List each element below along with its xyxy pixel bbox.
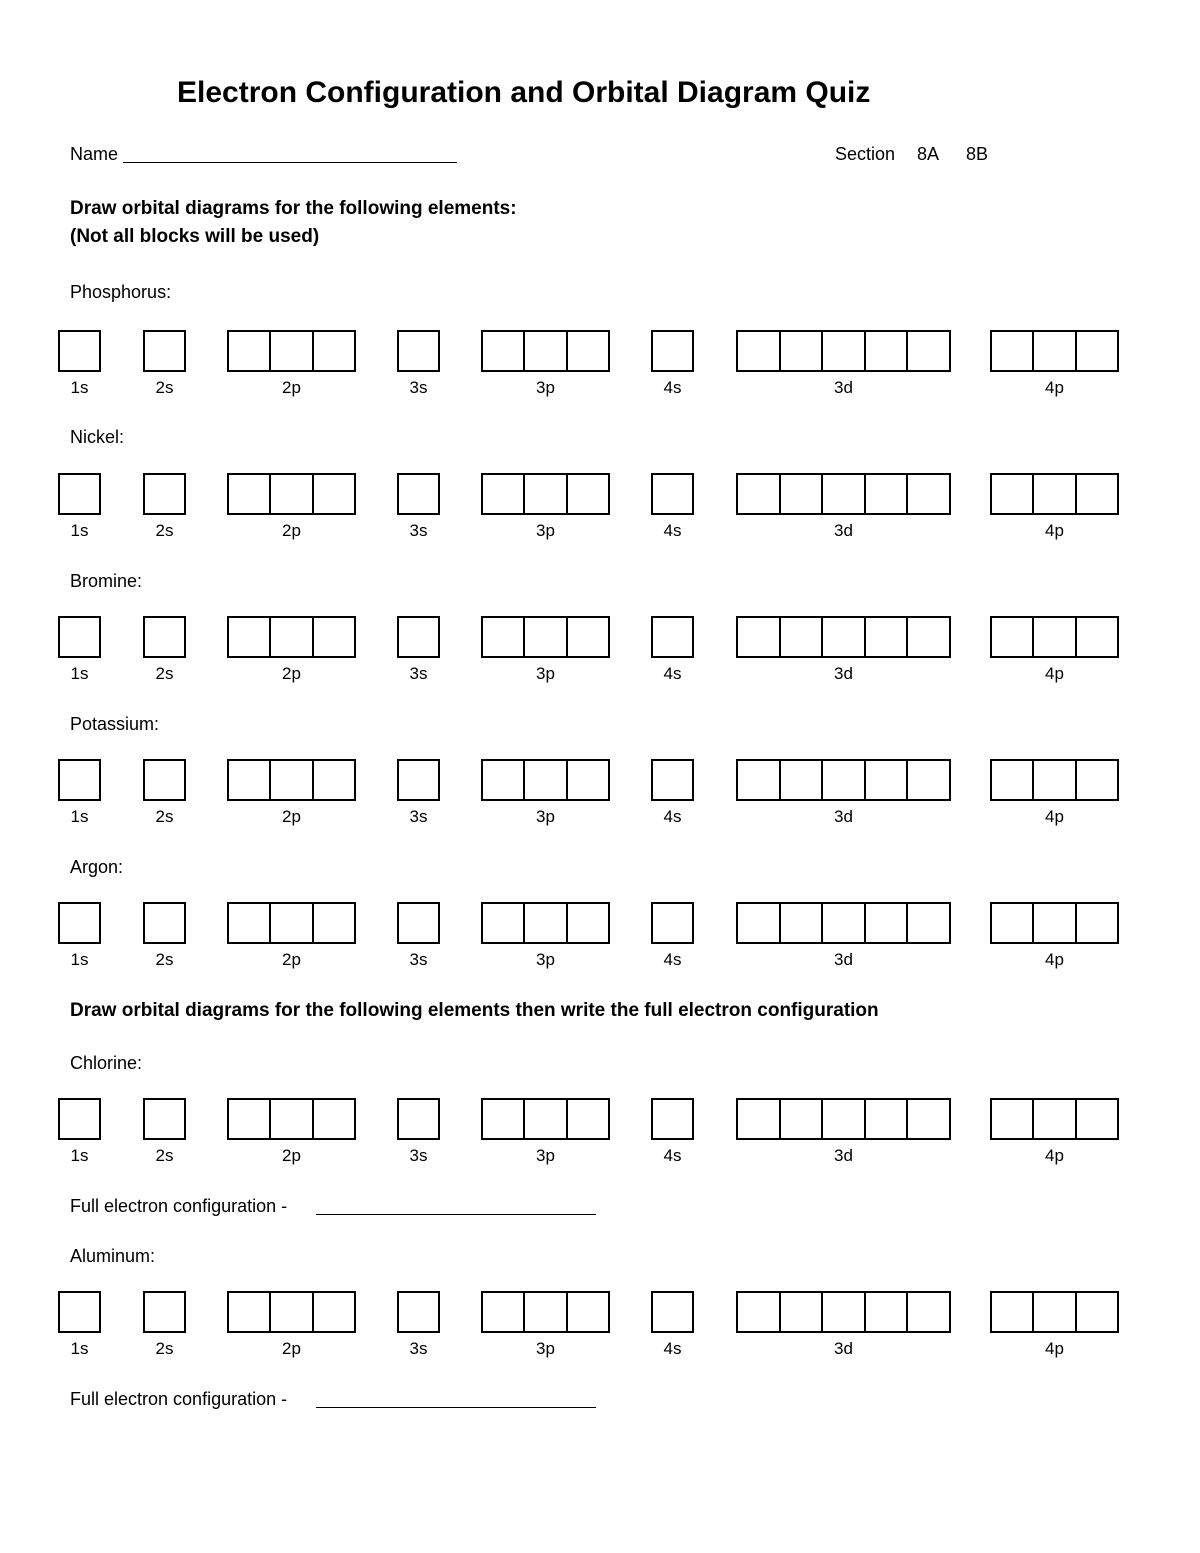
sublevel-label-3p: 3p <box>536 664 555 683</box>
orbital-group-3s <box>397 902 440 944</box>
sublevel-label-2p: 2p <box>282 1339 301 1358</box>
orbital-box[interactable] <box>1077 1293 1117 1331</box>
part1-note: (Not all blocks will be used) <box>70 226 320 247</box>
orbital-box[interactable] <box>568 1100 608 1138</box>
orbital-box[interactable] <box>525 761 567 799</box>
orbital-group-1s <box>58 473 101 515</box>
orbital-group-3s <box>397 759 440 801</box>
element-label-bromine: Bromine: <box>70 571 143 591</box>
sublevel-label-4s: 4s <box>663 378 682 397</box>
sublevel-label-1s: 1s <box>70 950 89 969</box>
sublevel-label-2s: 2s <box>155 1339 174 1358</box>
orbital-box[interactable] <box>145 1293 184 1331</box>
sublevel-label-2s: 2s <box>155 950 174 969</box>
orbital-box[interactable] <box>781 1100 824 1138</box>
orbital-box[interactable] <box>145 904 184 942</box>
orbital-group-4p <box>990 1291 1119 1333</box>
sublevel-label-3s: 3s <box>409 521 428 540</box>
orbital-box[interactable] <box>781 332 824 370</box>
orbital-group-2s <box>143 616 186 658</box>
name-field[interactable] <box>123 162 457 163</box>
orbital-box[interactable] <box>738 761 781 799</box>
orbital-box[interactable] <box>1077 618 1117 656</box>
orbital-box[interactable] <box>781 904 824 942</box>
orbital-box[interactable] <box>271 761 313 799</box>
orbital-group-3p <box>481 1098 610 1140</box>
orbital-box[interactable] <box>781 618 824 656</box>
sublevel-label-2p: 2p <box>282 950 301 969</box>
orbital-row-bromine <box>0 616 1200 662</box>
sublevel-label-3p: 3p <box>536 521 555 540</box>
sublevel-labels-phosphorus <box>0 378 1200 400</box>
orbital-box[interactable] <box>781 761 824 799</box>
orbital-box[interactable] <box>229 475 271 513</box>
orbital-box[interactable] <box>908 1100 949 1138</box>
orbital-box[interactable] <box>738 618 781 656</box>
orbital-box[interactable] <box>314 332 354 370</box>
orbital-box[interactable] <box>823 1100 866 1138</box>
orbital-box[interactable] <box>229 904 271 942</box>
orbital-box[interactable] <box>866 1293 909 1331</box>
orbital-group-3p <box>481 759 610 801</box>
orbital-group-2p <box>227 473 356 515</box>
section-option-8a[interactable]: 8A <box>917 144 940 164</box>
orbital-row-argon <box>0 902 1200 948</box>
orbital-box[interactable] <box>229 1100 271 1138</box>
orbital-group-4s <box>651 759 694 801</box>
config-label-chlorine: Full electron configuration - <box>70 1196 288 1216</box>
orbital-box[interactable] <box>738 475 781 513</box>
orbital-box[interactable] <box>823 618 866 656</box>
orbital-group-3d <box>736 902 951 944</box>
element-label-phosphorus: Phosphorus: <box>70 282 172 302</box>
sublevel-label-3s: 3s <box>409 1339 428 1358</box>
sublevel-label-4p: 4p <box>1045 1339 1064 1358</box>
orbital-box[interactable] <box>908 1293 949 1331</box>
orbital-group-4p <box>990 759 1119 801</box>
orbital-group-3s <box>397 330 440 372</box>
part1-instruction: Draw orbital diagrams for the following elements: <box>70 198 517 219</box>
sublevel-label-2s: 2s <box>155 807 174 826</box>
sublevel-label-3d: 3d <box>834 521 853 540</box>
sublevel-label-3p: 3p <box>536 1146 555 1165</box>
sublevel-label-4s: 4s <box>663 521 682 540</box>
orbital-box[interactable] <box>483 761 525 799</box>
orbital-group-4p <box>990 616 1119 658</box>
orbital-box[interactable] <box>781 475 824 513</box>
orbital-group-2p <box>227 1098 356 1140</box>
page-title: Electron Configuration and Orbital Diagram Quiz <box>177 76 871 109</box>
orbital-group-1s <box>58 1098 101 1140</box>
sublevel-label-4s: 4s <box>663 1339 682 1358</box>
orbital-group-3d <box>736 1098 951 1140</box>
orbital-box[interactable] <box>823 761 866 799</box>
orbital-box[interactable] <box>1077 1100 1117 1138</box>
orbital-box[interactable] <box>1077 904 1117 942</box>
orbital-box[interactable] <box>992 761 1034 799</box>
orbital-box[interactable] <box>145 475 184 513</box>
sublevel-label-2p: 2p <box>282 521 301 540</box>
orbital-group-3d <box>736 1291 951 1333</box>
sublevel-label-3d: 3d <box>834 950 853 969</box>
sublevel-label-1s: 1s <box>70 1146 89 1165</box>
orbital-box[interactable] <box>568 618 608 656</box>
orbital-group-1s <box>58 902 101 944</box>
orbital-group-3p <box>481 616 610 658</box>
orbital-box[interactable] <box>145 761 184 799</box>
sublevel-labels-argon <box>0 950 1200 972</box>
orbital-box[interactable] <box>568 761 608 799</box>
orbital-box[interactable] <box>314 618 354 656</box>
sublevel-labels-bromine <box>0 664 1200 686</box>
orbital-box[interactable] <box>653 1293 692 1331</box>
orbital-box[interactable] <box>399 1293 438 1331</box>
orbital-group-3d <box>736 473 951 515</box>
orbital-box[interactable] <box>229 332 271 370</box>
orbital-box[interactable] <box>483 1293 525 1331</box>
sublevel-label-2s: 2s <box>155 664 174 683</box>
orbital-box[interactable] <box>314 475 354 513</box>
orbital-box[interactable] <box>271 1100 313 1138</box>
orbital-box[interactable] <box>866 332 909 370</box>
orbital-box[interactable] <box>399 761 438 799</box>
orbital-box[interactable] <box>653 475 692 513</box>
orbital-group-3s <box>397 1098 440 1140</box>
sublevel-label-1s: 1s <box>70 378 89 397</box>
config-field-chlorine[interactable] <box>316 1214 596 1215</box>
orbital-box[interactable] <box>525 332 567 370</box>
orbital-box[interactable] <box>738 904 781 942</box>
orbital-group-4p <box>990 1098 1119 1140</box>
orbital-group-3p <box>481 330 610 372</box>
orbital-group-4s <box>651 473 694 515</box>
orbital-group-3d <box>736 759 951 801</box>
sublevel-label-3d: 3d <box>834 807 853 826</box>
sublevel-label-2p: 2p <box>282 807 301 826</box>
orbital-box[interactable] <box>145 1100 184 1138</box>
sublevel-label-3s: 3s <box>409 1146 428 1165</box>
orbital-row-aluminum <box>0 1291 1200 1337</box>
sublevel-label-4s: 4s <box>663 1146 682 1165</box>
section-option-8b[interactable]: 8B <box>966 144 989 164</box>
element-label-chlorine: Chlorine: <box>70 1053 143 1073</box>
sublevel-label-4s: 4s <box>663 950 682 969</box>
orbital-box[interactable] <box>483 618 525 656</box>
part2-instruction: Draw orbital diagrams for the following elements then write the full electron configuration <box>70 1000 879 1021</box>
orbital-box[interactable] <box>60 618 99 656</box>
orbital-box[interactable] <box>1077 475 1117 513</box>
orbital-box[interactable] <box>399 332 438 370</box>
orbital-group-4p <box>990 330 1119 372</box>
sublevel-label-3p: 3p <box>536 1339 555 1358</box>
sublevel-label-4s: 4s <box>663 807 682 826</box>
sublevel-label-4p: 4p <box>1045 664 1064 683</box>
orbital-group-1s <box>58 1291 101 1333</box>
section-label: Section <box>835 144 896 164</box>
orbital-group-2p <box>227 616 356 658</box>
sublevel-label-2s: 2s <box>155 521 174 540</box>
sublevel-label-3s: 3s <box>409 664 428 683</box>
orbital-box[interactable] <box>271 475 313 513</box>
orbital-row-phosphorus <box>0 330 1200 376</box>
orbital-box[interactable] <box>992 1100 1034 1138</box>
orbital-box[interactable] <box>653 1100 692 1138</box>
orbital-box[interactable] <box>1034 761 1076 799</box>
orbital-box[interactable] <box>568 475 608 513</box>
orbital-box[interactable] <box>1034 618 1076 656</box>
orbital-group-2p <box>227 1291 356 1333</box>
orbital-box[interactable] <box>399 618 438 656</box>
sublevel-label-3d: 3d <box>834 1339 853 1358</box>
orbital-box[interactable] <box>229 761 271 799</box>
orbital-box[interactable] <box>823 1293 866 1331</box>
config-field-aluminum[interactable] <box>316 1407 596 1408</box>
sublevel-label-3d: 3d <box>834 664 853 683</box>
orbital-box[interactable] <box>314 1293 354 1331</box>
orbital-group-3p <box>481 902 610 944</box>
orbital-box[interactable] <box>653 761 692 799</box>
orbital-box[interactable] <box>866 475 909 513</box>
name-label: Name <box>70 144 119 164</box>
sublevel-label-4s: 4s <box>663 664 682 683</box>
orbital-box[interactable] <box>653 332 692 370</box>
sublevel-labels-aluminum <box>0 1339 1200 1361</box>
orbital-box[interactable] <box>399 1100 438 1138</box>
orbital-group-3s <box>397 1291 440 1333</box>
orbital-box[interactable] <box>145 618 184 656</box>
orbital-box[interactable] <box>483 904 525 942</box>
orbital-box[interactable] <box>568 1293 608 1331</box>
orbital-box[interactable] <box>60 904 99 942</box>
orbital-row-nickel <box>0 473 1200 519</box>
orbital-box[interactable] <box>738 332 781 370</box>
sublevel-label-3s: 3s <box>409 378 428 397</box>
orbital-group-3p <box>481 1291 610 1333</box>
orbital-box[interactable] <box>653 904 692 942</box>
orbital-box[interactable] <box>992 332 1034 370</box>
sublevel-label-2p: 2p <box>282 378 301 397</box>
orbital-box[interactable] <box>823 904 866 942</box>
orbital-box[interactable] <box>992 904 1034 942</box>
sublevel-label-4p: 4p <box>1045 950 1064 969</box>
orbital-row-potassium <box>0 759 1200 805</box>
orbital-box[interactable] <box>866 618 909 656</box>
orbital-box[interactable] <box>908 904 949 942</box>
orbital-box[interactable] <box>314 1100 354 1138</box>
orbital-group-2s <box>143 330 186 372</box>
orbital-box[interactable] <box>1034 332 1076 370</box>
sublevel-label-3p: 3p <box>536 950 555 969</box>
orbital-box[interactable] <box>271 618 313 656</box>
orbital-box[interactable] <box>60 332 99 370</box>
orbital-group-4s <box>651 1098 694 1140</box>
sublevel-label-1s: 1s <box>70 807 89 826</box>
orbital-box[interactable] <box>271 904 313 942</box>
orbital-box[interactable] <box>525 1100 567 1138</box>
orbital-group-1s <box>58 330 101 372</box>
sublevel-label-1s: 1s <box>70 664 89 683</box>
element-label-potassium: Potassium: <box>70 714 160 734</box>
orbital-row-chlorine <box>0 1098 1200 1144</box>
orbital-box[interactable] <box>525 475 567 513</box>
sublevel-labels-potassium <box>0 807 1200 829</box>
sublevel-label-3s: 3s <box>409 950 428 969</box>
orbital-box[interactable] <box>908 332 949 370</box>
sublevel-label-3d: 3d <box>834 1146 853 1165</box>
element-label-aluminum: Aluminum: <box>70 1246 156 1266</box>
element-label-argon: Argon: <box>70 857 124 877</box>
orbital-box[interactable] <box>823 332 866 370</box>
orbital-box[interactable] <box>314 761 354 799</box>
orbital-box[interactable] <box>483 1100 525 1138</box>
orbital-box[interactable] <box>1077 332 1117 370</box>
orbital-box[interactable] <box>1034 475 1076 513</box>
orbital-group-2p <box>227 759 356 801</box>
orbital-box[interactable] <box>314 904 354 942</box>
orbital-box[interactable] <box>866 1100 909 1138</box>
sublevel-label-2s: 2s <box>155 1146 174 1165</box>
orbital-box[interactable] <box>229 1293 271 1331</box>
orbital-box[interactable] <box>60 761 99 799</box>
orbital-box[interactable] <box>781 1293 824 1331</box>
orbital-box[interactable] <box>60 1100 99 1138</box>
orbital-group-4s <box>651 902 694 944</box>
orbital-group-4p <box>990 473 1119 515</box>
orbital-group-1s <box>58 616 101 658</box>
sublevel-labels-chlorine <box>0 1146 1200 1168</box>
sublevel-label-4p: 4p <box>1045 521 1064 540</box>
orbital-group-2p <box>227 902 356 944</box>
orbital-box[interactable] <box>1077 761 1117 799</box>
orbital-box[interactable] <box>1034 1100 1076 1138</box>
orbital-group-1s <box>58 759 101 801</box>
sublevel-label-4p: 4p <box>1045 807 1064 826</box>
orbital-box[interactable] <box>399 475 438 513</box>
element-label-nickel: Nickel: <box>70 427 125 447</box>
orbital-box[interactable] <box>738 1293 781 1331</box>
orbital-box[interactable] <box>568 904 608 942</box>
orbital-group-3d <box>736 616 951 658</box>
orbital-box[interactable] <box>823 475 866 513</box>
orbital-group-2s <box>143 1291 186 1333</box>
orbital-box[interactable] <box>483 332 525 370</box>
sublevel-label-3p: 3p <box>536 807 555 826</box>
orbital-box[interactable] <box>271 332 313 370</box>
orbital-box[interactable] <box>866 904 909 942</box>
orbital-group-2s <box>143 902 186 944</box>
sublevel-label-4p: 4p <box>1045 1146 1064 1165</box>
sublevel-label-1s: 1s <box>70 521 89 540</box>
orbital-group-4s <box>651 1291 694 1333</box>
orbital-box[interactable] <box>1034 904 1076 942</box>
sublevel-label-2p: 2p <box>282 1146 301 1165</box>
orbital-box[interactable] <box>525 618 567 656</box>
orbital-box[interactable] <box>992 475 1034 513</box>
orbital-box[interactable] <box>145 332 184 370</box>
sublevel-label-1s: 1s <box>70 1339 89 1358</box>
orbital-box[interactable] <box>908 475 949 513</box>
orbital-box[interactable] <box>1034 1293 1076 1331</box>
config-label-aluminum: Full electron configuration - <box>70 1389 288 1409</box>
orbital-group-4s <box>651 616 694 658</box>
orbital-group-2s <box>143 473 186 515</box>
orbital-box[interactable] <box>271 1293 313 1331</box>
orbital-box[interactable] <box>866 761 909 799</box>
sublevel-labels-nickel <box>0 521 1200 543</box>
orbital-box[interactable] <box>525 1293 567 1331</box>
orbital-box[interactable] <box>568 332 608 370</box>
orbital-group-2s <box>143 1098 186 1140</box>
orbital-box[interactable] <box>908 761 949 799</box>
orbital-box[interactable] <box>229 618 271 656</box>
orbital-group-3s <box>397 616 440 658</box>
orbital-box[interactable] <box>60 1293 99 1331</box>
sublevel-label-3s: 3s <box>409 807 428 826</box>
orbital-box[interactable] <box>483 475 525 513</box>
orbital-box[interactable] <box>525 904 567 942</box>
orbital-group-4s <box>651 330 694 372</box>
orbital-box[interactable] <box>908 618 949 656</box>
orbital-box[interactable] <box>653 618 692 656</box>
sublevel-label-4p: 4p <box>1045 378 1064 397</box>
sublevel-label-3p: 3p <box>536 378 555 397</box>
sublevel-label-3d: 3d <box>834 378 853 397</box>
orbital-box[interactable] <box>992 1293 1034 1331</box>
orbital-box[interactable] <box>399 904 438 942</box>
orbital-group-4p <box>990 902 1119 944</box>
orbital-group-3p <box>481 473 610 515</box>
orbital-box[interactable] <box>738 1100 781 1138</box>
orbital-box[interactable] <box>60 475 99 513</box>
sublevel-label-2s: 2s <box>155 378 174 397</box>
orbital-group-3s <box>397 473 440 515</box>
sublevel-label-2p: 2p <box>282 664 301 683</box>
orbital-group-2s <box>143 759 186 801</box>
orbital-group-3d <box>736 330 951 372</box>
orbital-box[interactable] <box>992 618 1034 656</box>
orbital-group-2p <box>227 330 356 372</box>
